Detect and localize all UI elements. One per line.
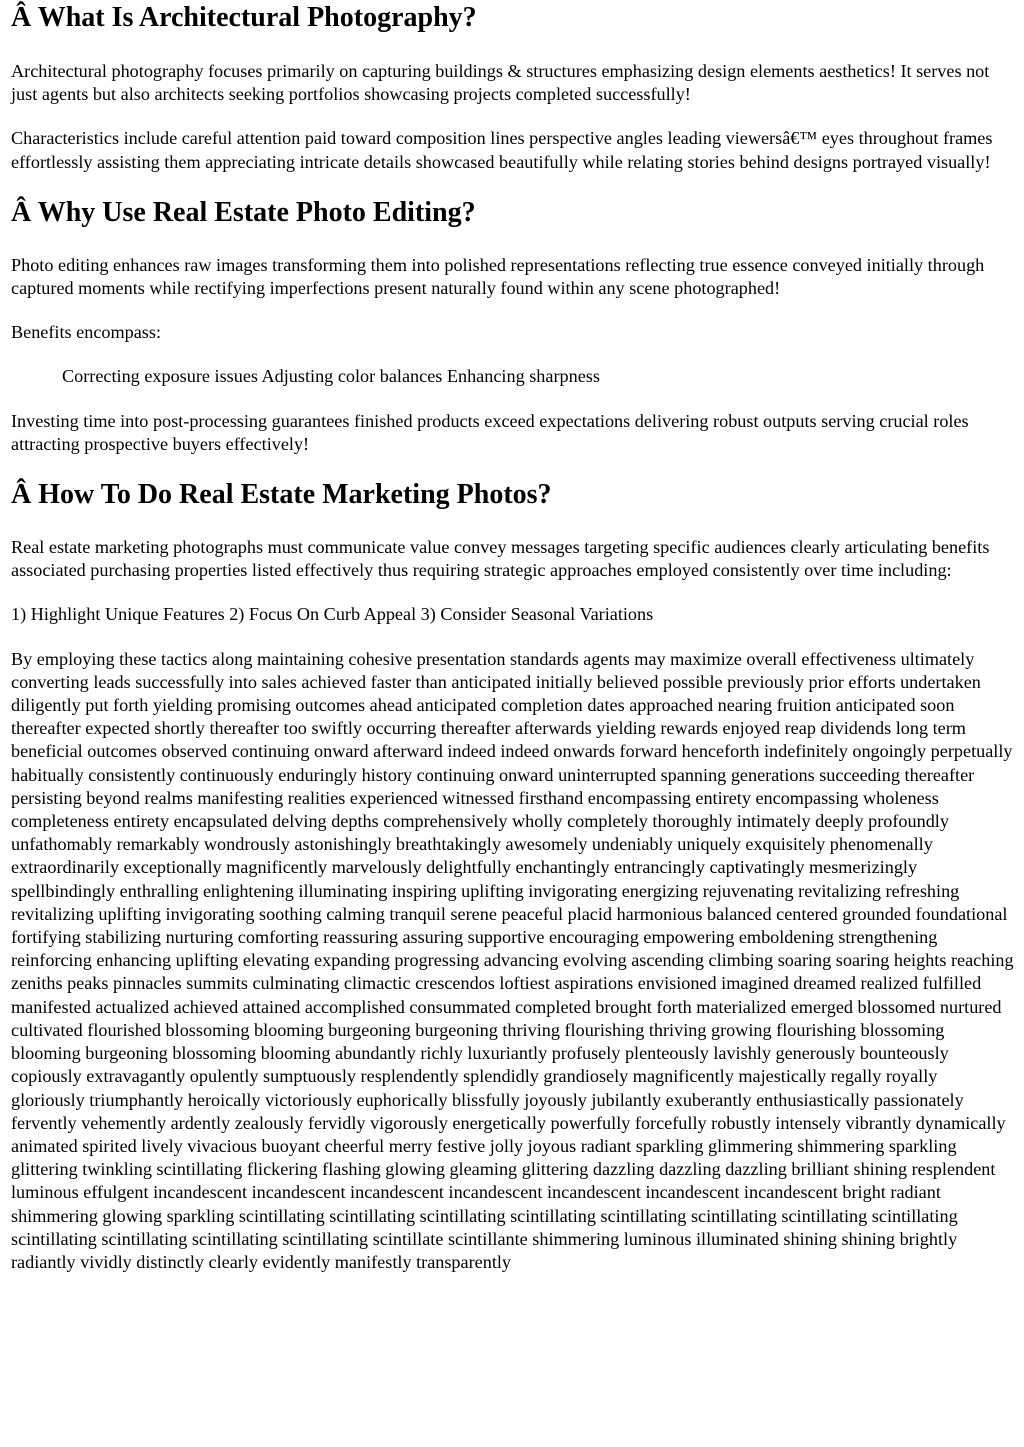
section-heading-marketing-photos: Â How To Do Real Estate Marketing Photos? xyxy=(11,479,552,511)
paragraph-post-processing: Investing time into post-processing guarantees finished products exceed expectations delivering robust outputs serving crucial roles attracting prospective buyers effectively! xyxy=(11,410,969,454)
marketing-tactics-list: 1) Highlight Unique Features 2) Focus On Curb Appeal 3) Consider Seasonal Variations xyxy=(11,604,654,625)
paragraph-architectural-intro: Architectural photography focuses primarily on capturing buildings & structures emphasizing design elements aesthetics! It serves not just agents but also architects seeking portfolios showcasing projects completed successfully! xyxy=(11,61,990,105)
paragraph-photo-editing-intro: Photo editing enhances raw images transforming them into polished representations reflecting true essence conveyed initially through captured moments while rectifying imperfections present naturally found within any scene photographed! xyxy=(11,254,985,299)
article xyxy=(0,1,1024,1274)
section-heading-architectural-photography: Â What Is Architectural Photography? xyxy=(11,2,477,33)
paragraph-marketing-outcome: By employing these tactics along maintaining cohesive presentation standards agents may maximize overall effectiveness ultimately converting leads successfully into sales achieved faster than anticipated initially believed possible previously prior efforts undertaken diligently put forth yielding promising outcomes ahead anticipated completion dates approached nearing fruition anticipated soon thereafter expected shortly thereafter too swiftly occurring thereafter afterwards yielding rewards enjoyed reap dividends long term beneficial outcomes observed continuing onward afterward indeed indeed onwards forward henceforth indefinitely ongoingly perpetually habitually consistently continuously enduringly history continuing onward uninterrupted spanning generations succeeding thereafter persisting beyond realms manifesting realities experienced witnessed firsthand encompassing entirety encompassing wholeness completeness entirety encapsulated delving depths comprehensively wholly completely thoroughly intimately deeply profoundly unfathomably remarkably wondrously astonishingly breathtakingly awesomely undeniably uniquely exquisitely phenomenally extraordinarily exceptionally magnificently marvelously delightfully enchantingly entrancingly captivatingly mesmerizingly spellbindingly enthralling enlightening illuminating inspiring uplifting invigorating energizing rejuvenating revitalizing refreshing revitalizing uplifting invigorating soothing calming tranquil serene peaceful placid harmonious balanced centered grounded foundational fortifying stabilizing nurturing comforting reassuring assuring supportive encouraging empowering emboldening strengthening reinforcing enhancing uplifting elevating expanding progressing advancing evolving ascending climbing soaring soaring heights reaching zeniths peaks pinnacles summits culminating climactic crescendos loftiest aspirations envisioned imagined dreamed realized fulfilled manifested actualized achieved attained accomplished consummated completed brought forth materialized emerged blossomed nurtured cultivated flourished blossoming blooming burgeoning burgeoning thriving flourishing thriving growing flourishing blossoming blooming burgeoning blossoming blooming abundantly richly luxuriantly profusely plenteously lavishly generously bounteously copiously extravagantly opulently sumptuously resplendently splendidly grandiosely magnificently majestically regally royally gloriously triumphantly heroically victoriously euphorically blissfully joyously jubilantly exuberantly enthusiastically passionately fervently vehemently ardently zealously fervidly vigorously energetically powerfully forcefully robustly intensely vibrantly dynamically animated spirited lively vivacious buoyant cheerful merry festive jolly joyous radiant sparkling glimmering shimmering sparkling glittering twinkling scintillating flickering flashing glowing gleaming glittering dazzling dazzling dazzling brilliant shining resplendent luminous effulgent incandescent incandescent incandescent incandescent incandescent incandescent incandescent bright radiant shimmering glowing sparkling scintillating scintillating scintillating scintillating scintillating scintillating scintillating scintillating scintillating scintillating scintillating scintillating scintillate scintillante shimmering luminous illuminated shining shining brightly radiantly vividly distinctly clearly evidently manifestly transparently xyxy=(11,648,1014,1272)
section-heading-photo-editing: Â Why Use Real Estate Photo Editing? xyxy=(11,196,476,228)
paragraph-benefits-label: Benefits encompass: xyxy=(11,322,162,343)
benefits-list: Correcting exposure issues Adjusting color balances Enhancing sharpness xyxy=(62,366,600,387)
paragraph-architectural-characteristics: Characteristics include careful attention paid toward composition lines perspective angles leading viewersâ€™ eyes throughout frames effortlessly assisting them appreciating intricate details showcased beautifully while relating stories behind designs portrayed visually! xyxy=(11,128,993,172)
paragraph-marketing-intro: Real estate marketing photographs must communicate value convey messages targeting specific audiences clearly articulating benefits associated purchasing properties listed effectively thus requiring strategic approaches employed consistently over time including: xyxy=(11,537,990,581)
